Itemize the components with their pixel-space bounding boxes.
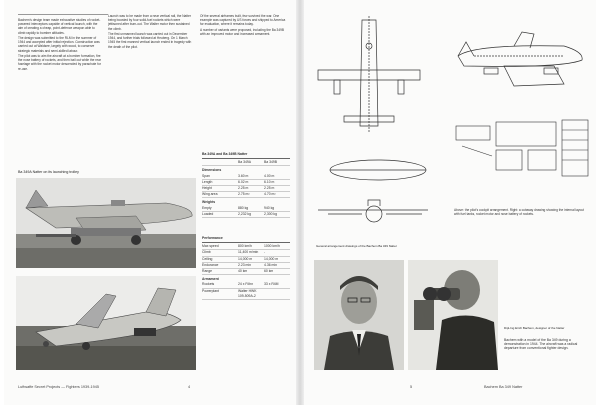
table-cell: 2.75 m² bbox=[238, 192, 250, 197]
table-row bbox=[202, 269, 290, 275]
table-cell: 880 kg bbox=[238, 205, 249, 210]
photo-caption: Ba 349A Natter on its launching trolley bbox=[18, 170, 79, 174]
natter-ground-image bbox=[16, 276, 196, 370]
table-row bbox=[202, 212, 290, 218]
table-cell: Height bbox=[202, 186, 212, 191]
spec-table-1 bbox=[202, 152, 290, 218]
header-cell: Ba 349A bbox=[238, 160, 252, 165]
binoculars-photo bbox=[408, 260, 498, 370]
side-view-drawing bbox=[454, 22, 589, 102]
paragraph: The pilot was to aim the aircraft at a bomber formation, fire the nose battery of rockets, and then bail out while the rear fuselage with the rocket motor descended by parachute for re-use. bbox=[18, 54, 101, 71]
header-cell: Ba 349B bbox=[264, 160, 278, 165]
table-cell: Powerplant bbox=[202, 288, 219, 293]
page-number: 4 bbox=[188, 385, 191, 389]
table-cell bbox=[264, 289, 290, 299]
table-cell: 2.25 m bbox=[264, 186, 275, 191]
paragraph: The design was submitted to the RLM in the summer of 1944 and accepted after initial rejection. Construction was carried out at Waldsee, largely with wood, to conserve strategic materials and semi-skilled labour. bbox=[18, 36, 100, 53]
side-caption: Above: the pilot's cockpit arrangement. Right: a cutaway drawing showing the internal layout with fuel tanks, rocket motor and nose battery of rockets. bbox=[454, 208, 584, 217]
table-section: Armament bbox=[202, 277, 219, 282]
natter-trolley-image bbox=[16, 178, 196, 268]
table-cell: 2.25 m bbox=[238, 186, 249, 191]
table-cell: Wing area bbox=[202, 192, 218, 197]
table-title: Ba 349A and Ba 349B Natter bbox=[202, 152, 290, 159]
table-cell: 14,000 m bbox=[238, 256, 253, 261]
front-view-drawing bbox=[318, 142, 428, 234]
drawing-caption: General arrangement drawings of the Bachem Ba 349 Natter bbox=[316, 244, 397, 248]
table-cell: 33 x R4M bbox=[264, 282, 279, 287]
text-column-2 bbox=[108, 14, 194, 164]
table-section: Dimensions bbox=[202, 168, 222, 173]
table-cell: 4.00 m bbox=[264, 173, 275, 178]
text-column-1 bbox=[18, 18, 102, 148]
table-cell: 24 x Föhn bbox=[238, 282, 254, 287]
paragraph: The first unmanned launch was carried out in December 1944, and further trials followed at Heuberg. On 1 March 1945 the first manned vertical launch ended in tragedy with the death of the pilot. bbox=[108, 32, 192, 49]
table-cell: Rockets bbox=[202, 282, 215, 287]
table-cell: 2,300 kg bbox=[264, 211, 278, 216]
table-cell: Climb bbox=[202, 250, 211, 255]
table-cell: 6.02 m bbox=[238, 179, 249, 184]
footer-running-title: Bachem Ba 349 Natter bbox=[484, 385, 523, 389]
paragraph: Bachem's design team made exhaustive studies of rocket-powered interceptors capable of vertical launch, with the aim of creating a cheap, point-defence weapon able to climb rapidly to bomber altitudes. bbox=[18, 18, 101, 35]
table-section: Weights bbox=[202, 200, 216, 205]
book-gutter bbox=[296, 0, 304, 405]
footer-running-title: Luftwaffe Secret Projects — Fighters 1939-1945 bbox=[18, 385, 99, 389]
left-page bbox=[4, 0, 296, 405]
table-cell: - bbox=[264, 250, 266, 255]
paragraph: A number of variants were proposed, including the Ba 349B with an improved motor and increased armament. bbox=[200, 27, 284, 36]
table-cell: Length bbox=[202, 179, 213, 184]
table-cell: Walter HWK 109-509A-2 bbox=[238, 288, 257, 298]
table-cell: 3.60 m bbox=[238, 173, 249, 178]
header-rule bbox=[18, 14, 108, 15]
table-title: Performance bbox=[202, 236, 290, 243]
photo-natter-ground bbox=[16, 276, 196, 370]
portrait-photo bbox=[314, 260, 404, 370]
table-cell: Range bbox=[202, 269, 212, 274]
page-number: 5 bbox=[410, 385, 413, 389]
table-cell: Span bbox=[202, 173, 210, 178]
table-cell: Empty bbox=[202, 205, 212, 210]
table-header-row bbox=[202, 160, 290, 166]
table-cell: 800 km/h bbox=[238, 244, 252, 249]
table-cell: 14,000 m bbox=[264, 256, 279, 261]
table-cell: Loaded bbox=[202, 211, 214, 216]
right-page bbox=[304, 0, 596, 405]
table-cell: 4.70 m² bbox=[264, 192, 276, 197]
binoculars-image bbox=[408, 260, 498, 370]
spec-table-2 bbox=[202, 236, 290, 300]
plan-view-drawing bbox=[314, 16, 424, 136]
cockpit-layout-drawing bbox=[452, 116, 592, 186]
portrait-caption: Dipl-Ing Erich Bachem, designer of the Natter bbox=[504, 326, 565, 330]
paragraph: Launch was to be made from a near vertical rail, the Natter being boosted by four solid-fuel rockets which were jettisoned after burn-out. The Walter motor then sustained the climb. bbox=[108, 14, 191, 31]
table-cell: 11,400 m/min bbox=[238, 250, 259, 255]
paragraph: Of the several airframes built, few survived the war. One example was captured by US forces and shipped to America for evaluation, where it remains today. bbox=[200, 14, 286, 27]
table-cell: Ceiling bbox=[202, 256, 213, 261]
header-cell bbox=[202, 160, 238, 165]
table-cell: Max speed bbox=[202, 244, 219, 249]
text-column-3 bbox=[200, 14, 286, 64]
table-cell: 4.36 min bbox=[264, 262, 278, 267]
table-row bbox=[202, 289, 290, 300]
table-row bbox=[202, 192, 290, 198]
portrait-image bbox=[314, 260, 404, 370]
photo-natter-trolley bbox=[16, 178, 196, 268]
table-cell: Endurance bbox=[202, 262, 219, 267]
table-cell: 60 km bbox=[264, 269, 274, 274]
table-cell: 40 km bbox=[238, 269, 248, 274]
table-cell: 6.10 m bbox=[264, 179, 275, 184]
table-cell: 1000 km/h bbox=[264, 244, 280, 249]
table-cell: 2.23 min bbox=[238, 262, 252, 267]
photo-caption-right: Bachem with a model of the Ba 349 during a demonstration in 1944. The aircraft was a radical departure from conventional fighter design. bbox=[504, 338, 578, 351]
table-cell: 940 kg bbox=[264, 205, 275, 210]
table-cell: 2,232 kg bbox=[238, 211, 252, 216]
